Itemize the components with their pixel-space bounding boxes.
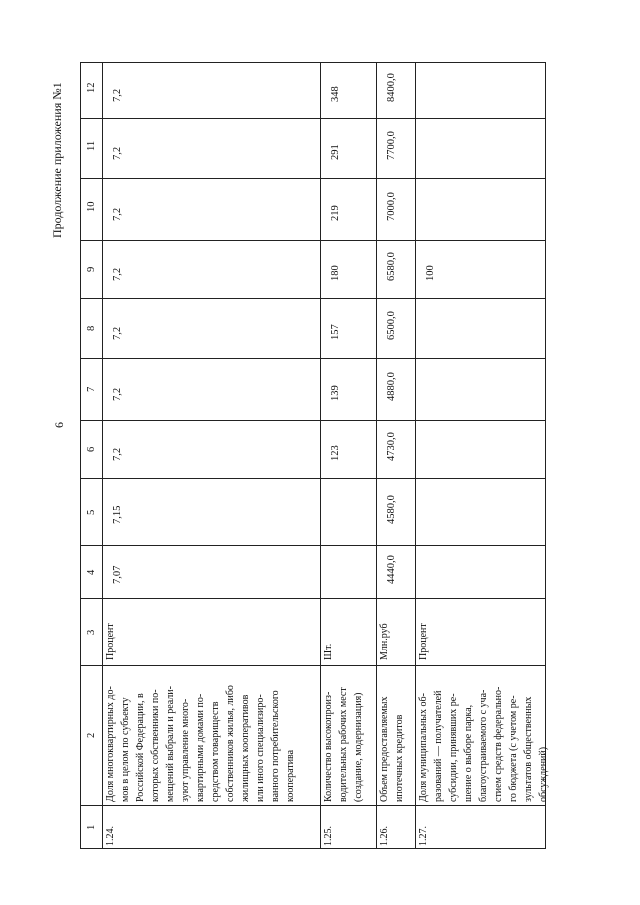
- table-column-divider: [80, 545, 546, 546]
- table-row-divider: [320, 62, 321, 848]
- row-name-line: Доля многоквартирных до-: [105, 686, 116, 802]
- row-name-line: шение о выборе парка,: [463, 704, 474, 802]
- row-value: 157: [330, 324, 341, 340]
- row-unit: Млн.руб: [379, 623, 390, 660]
- row-value: 139: [330, 385, 341, 401]
- table-column-divider: [80, 420, 546, 421]
- row-id: 1.27.: [418, 826, 429, 846]
- page-number: 6: [52, 422, 66, 428]
- row-value: 7,2: [112, 267, 123, 281]
- table-column-divider: [80, 848, 546, 849]
- row-name-line: благоустраиваемого с уча-: [478, 689, 489, 802]
- row-name-line: жилищных кооперативов: [240, 694, 251, 802]
- row-name-line: квартирными домами по-: [195, 693, 206, 802]
- page-header: Продолжение приложения №1: [50, 82, 64, 238]
- table-column-divider: [80, 598, 546, 599]
- table-row-divider: [415, 62, 416, 848]
- row-value: 4730,0: [386, 432, 397, 461]
- row-value: 7,2: [112, 326, 123, 340]
- row-name-line: зультатов общественных: [523, 696, 534, 802]
- row-unit: Процент: [418, 623, 429, 660]
- table-row-divider: [80, 62, 81, 848]
- row-id: 1.25.: [323, 826, 334, 846]
- row-name-line: стием средств федерально-: [493, 686, 504, 802]
- row-value: 7,15: [112, 505, 123, 524]
- column-number-header: 9: [86, 266, 97, 272]
- column-number-header: 5: [86, 509, 97, 515]
- table-column-divider: [80, 358, 546, 359]
- column-number-header: 12: [86, 82, 97, 93]
- row-value: 4880,0: [386, 372, 397, 401]
- row-unit: Шт.: [323, 643, 334, 660]
- row-id: 1.26.: [379, 826, 390, 846]
- row-name-line: разований — получателей: [433, 690, 444, 802]
- row-value: 219: [330, 205, 341, 221]
- table-row-divider: [102, 62, 103, 848]
- column-number-header: 10: [86, 201, 97, 212]
- row-value: 7,2: [112, 88, 123, 102]
- table-row-divider: [545, 62, 546, 848]
- table-column-divider: [80, 478, 546, 479]
- row-unit: Процент: [105, 623, 116, 660]
- row-name-line: ванного потребительского: [270, 690, 281, 802]
- row-id: 1.24.: [105, 826, 116, 846]
- row-value: 123: [330, 445, 341, 461]
- row-value: 4440,0: [386, 554, 397, 584]
- column-number-header: 3: [86, 629, 97, 635]
- column-number-header: 11: [86, 140, 97, 151]
- column-number-header: 4: [86, 569, 97, 575]
- table-column-divider: [80, 178, 546, 179]
- row-value: 7700,0: [386, 131, 397, 160]
- row-name-line: Доля муниципальных об-: [418, 693, 429, 802]
- column-number-header: 2: [86, 732, 97, 738]
- row-name-line: (создание, модернизация): [353, 692, 364, 802]
- row-name-line: водительных рабочих мест: [338, 687, 349, 802]
- row-value: 4580,0: [386, 494, 397, 524]
- table-column-divider: [80, 240, 546, 241]
- row-name-line: кооператива: [285, 749, 296, 802]
- table-column-divider: [80, 805, 546, 806]
- row-name-line: обсуждений): [538, 746, 549, 802]
- row-name-line: мов в целом по субъекту: [120, 697, 131, 802]
- row-name-line: субсидии, принявших ре-: [448, 693, 459, 802]
- table-row-divider: [376, 62, 377, 848]
- row-name-line: средством товариществ: [210, 701, 221, 802]
- row-name-line: Объем предоставляемых: [379, 696, 390, 802]
- row-value: 8400,0: [386, 73, 397, 102]
- row-value: 7,2: [112, 146, 123, 160]
- row-name-line: зуют управление много-: [180, 698, 191, 802]
- table-column-divider: [80, 118, 546, 119]
- row-value: 7,2: [112, 447, 123, 461]
- row-name-line: го бюджета (с учетом ре-: [508, 695, 519, 802]
- row-value: 180: [330, 265, 341, 281]
- row-value: 7,2: [112, 207, 123, 221]
- row-value: 7000,0: [386, 192, 397, 221]
- row-name-line: собственников жилья, либо: [225, 685, 236, 802]
- row-value: 7,07: [112, 565, 123, 584]
- table-column-divider: [80, 62, 546, 63]
- row-value: 6500,0: [386, 311, 397, 340]
- row-name-line: Количество высокопроиз-: [323, 691, 334, 802]
- row-name-line: которых собственники по-: [150, 689, 161, 802]
- table-column-divider: [80, 298, 546, 299]
- column-number-header: 7: [86, 386, 97, 392]
- row-value: 6580,0: [386, 252, 397, 281]
- row-name-line: или иного специализиро-: [255, 694, 266, 802]
- table-column-divider: [80, 665, 546, 666]
- row-value: 100: [425, 265, 436, 281]
- column-number-header: 8: [86, 325, 97, 331]
- row-value: 291: [330, 144, 341, 160]
- row-value: 348: [330, 86, 341, 102]
- row-name-line: Российской Федерации, в: [135, 693, 146, 802]
- column-number-header: 1: [86, 824, 97, 830]
- row-name-line: мещений выбрали и реали-: [165, 686, 176, 802]
- column-number-header: 6: [86, 446, 97, 452]
- row-name-line: ипотечных кредитов: [394, 714, 405, 802]
- row-value: 7,2: [112, 387, 123, 401]
